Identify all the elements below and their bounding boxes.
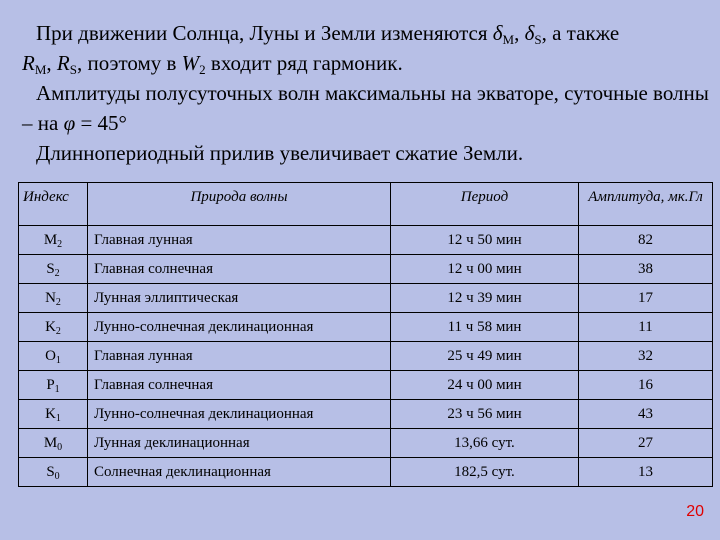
cell-amplitude: 82 (579, 226, 713, 255)
cell-index (19, 458, 88, 487)
cell-index (19, 255, 88, 284)
cell-nature: Главная лунная (88, 226, 391, 255)
cell-nature: Главная солнечная (88, 255, 391, 284)
comma: , (46, 51, 57, 75)
cell-nature: Лунная эллиптическая (88, 284, 391, 313)
cell-amplitude: 13 (579, 458, 713, 487)
wave-symbol: S (46, 260, 55, 277)
intro-text-fragment: Амплитуды полусуточных волн максимальны на экваторе, суточные волны – на (22, 81, 709, 135)
wave-symbol: P (46, 376, 55, 393)
wave-symbol: K (45, 405, 56, 422)
table-row (19, 342, 713, 371)
table-row (19, 284, 713, 313)
cell-index (19, 429, 88, 458)
cell-period: 11 ч 58 мин (391, 313, 579, 342)
table-row (19, 429, 713, 458)
subscript-s: S (69, 62, 77, 77)
cell-amplitude: 38 (579, 255, 713, 284)
r-symbol: R (56, 51, 70, 75)
cell-index (19, 342, 88, 371)
table-header-row (19, 183, 713, 226)
wave-subscript: 2 (55, 296, 61, 308)
subscript-m: M (34, 62, 47, 77)
header-nature: Природа волны (88, 183, 391, 226)
wave-symbol: S (46, 463, 55, 480)
subscript-m: M (502, 32, 515, 47)
cell-amplitude: 27 (579, 429, 713, 458)
cell-period: 24 ч 00 мин (391, 371, 579, 400)
wave-subscript: 1 (55, 354, 61, 366)
subscript-s: S (534, 32, 542, 47)
header-index: Индекс (19, 183, 88, 226)
cell-period: 25 ч 49 мин (391, 342, 579, 371)
cell-nature: Лунно-солнечная деклинационная (88, 313, 391, 342)
page-number: 20 (686, 503, 704, 520)
comma: , (514, 21, 525, 45)
table-row (19, 400, 713, 429)
w-symbol: W (181, 51, 200, 75)
r-symbol: R (22, 51, 35, 75)
cell-index (19, 400, 88, 429)
wave-subscript: 0 (57, 441, 63, 453)
table-body (19, 226, 713, 487)
cell-period: 12 ч 50 мин (391, 226, 579, 255)
cell-nature: Главная лунная (88, 342, 391, 371)
cell-index (19, 284, 88, 313)
wave-symbol: M (43, 231, 58, 248)
cell-period: 23 ч 56 мин (391, 400, 579, 429)
cell-period: 12 ч 39 мин (391, 284, 579, 313)
cell-nature: Лунно-солнечная деклинационная (88, 400, 391, 429)
tidal-waves-table (18, 182, 713, 487)
cell-amplitude: 16 (579, 371, 713, 400)
wave-symbol: K (45, 318, 56, 335)
cell-period: 182,5 сут. (391, 458, 579, 487)
intro-line-2 (22, 48, 712, 78)
wave-subscript: 1 (54, 383, 60, 395)
intro-text-fragment: При движении Солнца, Луны и Земли изменяются (36, 21, 493, 45)
header-period: Период (391, 183, 579, 226)
cell-amplitude: 17 (579, 284, 713, 313)
cell-nature: Солнечная деклинационная (88, 458, 391, 487)
table-row (19, 313, 713, 342)
wave-symbol: N (45, 289, 56, 306)
cell-amplitude: 43 (579, 400, 713, 429)
intro-text-fragment: , поэтому в (76, 51, 182, 75)
cell-amplitude: 11 (579, 313, 713, 342)
cell-amplitude: 32 (579, 342, 713, 371)
wave-symbol: O (45, 347, 56, 364)
wave-symbol: M (43, 434, 58, 451)
delta-symbol: δ (524, 21, 535, 45)
wave-subscript: 2 (54, 267, 60, 279)
intro-text-fragment: входит ряд гармоник. (205, 51, 403, 75)
delta-symbol: δ (492, 21, 503, 45)
table-row (19, 371, 713, 400)
intro-text-fragment: = 45° (75, 111, 127, 135)
table-row (19, 255, 713, 284)
cell-period: 12 ч 00 мин (391, 255, 579, 284)
cell-nature: Главная солнечная (88, 371, 391, 400)
intro-paragraph-3: Длиннопериодный прилив увеличивает сжатие Земли. (36, 141, 524, 165)
wave-subscript: 2 (57, 238, 63, 250)
subscript-2: 2 (199, 62, 206, 77)
wave-subscript: 2 (55, 325, 61, 337)
table-row (19, 458, 713, 487)
cell-period: 13,66 сут. (391, 429, 579, 458)
cell-nature: Лунная деклинационная (88, 429, 391, 458)
wave-subscript: 0 (54, 470, 60, 482)
cell-index (19, 371, 88, 400)
phi-symbol: φ (63, 111, 76, 135)
cell-index (19, 226, 88, 255)
intro-paragraph-2 (22, 78, 712, 138)
intro-text-fragment: , а также (541, 21, 620, 45)
intro-line-1 (22, 18, 712, 48)
table-row (19, 226, 713, 255)
cell-index (19, 313, 88, 342)
header-amplitude: Амплитуда, мк.Гл (579, 183, 713, 226)
intro-text (22, 18, 712, 168)
wave-subscript: 1 (55, 412, 61, 424)
